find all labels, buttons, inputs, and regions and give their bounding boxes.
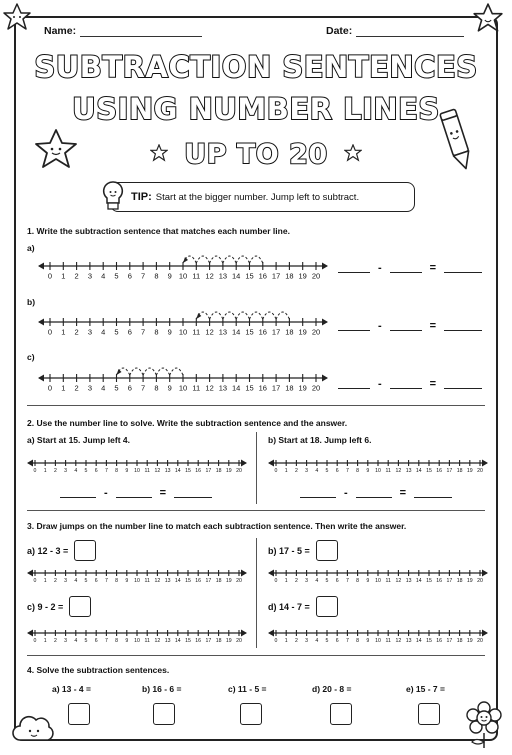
- tick-label: 3: [64, 638, 68, 645]
- answer-row-1a[interactable]: - =: [338, 262, 482, 274]
- question-1-heading: 1. Write the subtraction sentence that matches each number line.: [27, 226, 290, 236]
- left-arrow-icon: [27, 570, 33, 577]
- tick-label: 0: [274, 468, 278, 475]
- left-arrow-icon: [38, 375, 44, 382]
- tick-label: 11: [192, 271, 201, 281]
- answer-box[interactable]: [316, 596, 338, 617]
- tick-label: 7: [104, 578, 108, 585]
- tick-label: 6: [335, 468, 339, 475]
- tick-label: 20: [477, 468, 483, 475]
- cloud-icon: [12, 710, 56, 746]
- tick-label: 11: [144, 468, 150, 475]
- tick-label: 2: [294, 638, 298, 645]
- tick-label: 15: [245, 327, 254, 337]
- star-icon: [2, 2, 32, 32]
- tick-label: 6: [94, 638, 98, 645]
- answer-row-2b[interactable]: - =: [300, 487, 452, 499]
- tick-label: 5: [84, 468, 88, 475]
- tick-label: 1: [43, 638, 47, 645]
- tick-label: 19: [225, 578, 232, 585]
- tick-label: 9: [366, 638, 370, 645]
- tick-label: 6: [94, 578, 98, 585]
- tick-label: 1: [61, 271, 66, 281]
- tick-label: 20: [236, 578, 242, 585]
- tick-label: 3: [305, 638, 309, 645]
- tick-label: 0: [33, 578, 37, 585]
- tick-label: 13: [405, 578, 412, 585]
- tick-label: 14: [174, 468, 181, 475]
- tick-label: 12: [154, 578, 161, 585]
- tick-label: 10: [134, 468, 140, 475]
- number-line-2b: [268, 456, 488, 480]
- tick-label: 18: [456, 578, 463, 585]
- tick-label: 6: [94, 468, 98, 475]
- tick-label: 17: [205, 638, 212, 645]
- tick-label: 2: [53, 638, 57, 645]
- tick-label: 5: [114, 271, 119, 281]
- equation-4d: d) 20 - 8 =: [312, 684, 352, 694]
- tick-label: 9: [125, 638, 129, 645]
- tick-label: 2: [74, 271, 79, 281]
- tip-label: TIP:: [131, 191, 152, 203]
- tick-label: 19: [466, 468, 473, 475]
- tick-label: 1: [284, 638, 288, 645]
- left-arrow-icon: [268, 630, 274, 637]
- tick-label: 10: [375, 578, 381, 585]
- answer-box-4b[interactable]: [153, 703, 175, 725]
- answer-box[interactable]: [74, 540, 96, 561]
- left-arrow-icon: [268, 460, 274, 467]
- tick-label: 16: [258, 327, 267, 337]
- number-line-3d[interactable]: [268, 626, 488, 650]
- tick-label: 20: [477, 638, 483, 645]
- name-field[interactable]: [44, 25, 202, 37]
- tick-label: 20: [236, 638, 242, 645]
- tick-label: 1: [284, 468, 288, 475]
- tick-label: 18: [456, 638, 463, 645]
- tick-label: 3: [305, 468, 309, 475]
- tick-label: 14: [232, 383, 241, 393]
- item-1c-label: c): [27, 352, 35, 362]
- tick-label: 5: [114, 383, 119, 393]
- tick-label: 6: [335, 638, 339, 645]
- right-arrow-icon: [322, 263, 328, 270]
- equation-4b: b) 16 - 6 =: [142, 684, 182, 694]
- tick-label: 20: [311, 383, 321, 393]
- tick-label: 19: [298, 327, 307, 337]
- question-3-heading: 3. Draw jumps on the number line to match each subtraction sentence. Then write the answer.: [27, 521, 407, 531]
- tick-label: 10: [178, 271, 188, 281]
- tick-label: 0: [33, 638, 37, 645]
- small-star-icon: [344, 144, 362, 162]
- tick-label: 16: [195, 638, 202, 645]
- tick-label: 14: [415, 638, 422, 645]
- tick-label: 2: [294, 578, 298, 585]
- number-line-3a[interactable]: [27, 566, 247, 590]
- tick-label: 18: [215, 578, 222, 585]
- left-arrow-icon: [268, 570, 274, 577]
- tick-label: 4: [101, 383, 106, 393]
- tick-label: 20: [311, 271, 321, 281]
- tick-label: 1: [43, 578, 47, 585]
- equation-3d: d) 14 - 7 =: [268, 596, 338, 617]
- tick-label: 4: [74, 578, 78, 585]
- tick-label: 13: [218, 327, 228, 337]
- tick-label: 4: [74, 638, 78, 645]
- tick-label: 9: [167, 271, 172, 281]
- tick-label: 3: [305, 578, 309, 585]
- jump-arc: [250, 256, 263, 263]
- tick-label: 4: [74, 468, 78, 475]
- tick-label: 19: [225, 638, 232, 645]
- tick-label: 9: [167, 383, 172, 393]
- tick-label: 4: [101, 271, 106, 281]
- number-line-2a: [27, 456, 247, 480]
- tick-label: 16: [436, 578, 443, 585]
- tick-label: 6: [335, 578, 339, 585]
- tick-label: 13: [405, 638, 412, 645]
- tick-label: 6: [127, 327, 132, 337]
- tick-label: 18: [285, 327, 294, 337]
- tick-label: 18: [285, 383, 294, 393]
- tick-label: 2: [74, 383, 79, 393]
- star-icon: [472, 2, 504, 34]
- tick-label: 2: [53, 468, 57, 475]
- jump-arc: [223, 256, 236, 263]
- tick-label: 14: [174, 578, 181, 585]
- tick-label: 13: [164, 638, 171, 645]
- tick-label: 15: [426, 638, 432, 645]
- equation-4a: a) 13 - 4 =: [52, 684, 91, 694]
- tick-label: 5: [84, 578, 88, 585]
- tick-label: 9: [366, 578, 370, 585]
- title-line-3: UP TO 20: [184, 139, 328, 170]
- tick-label: 15: [426, 578, 432, 585]
- tick-label: 16: [258, 383, 267, 393]
- right-arrow-icon: [322, 319, 328, 326]
- tick-label: 18: [285, 271, 294, 281]
- tick-label: 8: [356, 578, 360, 585]
- tick-label: 11: [144, 578, 150, 585]
- tick-label: 10: [375, 638, 381, 645]
- tick-label: 18: [215, 468, 222, 475]
- tick-label: 14: [415, 578, 422, 585]
- jump-arc: [250, 312, 263, 319]
- equation-3b: b) 17 - 5 =: [268, 540, 338, 561]
- jump-arc: [236, 256, 249, 263]
- tick-label: 11: [144, 638, 150, 645]
- tick-label: 14: [232, 327, 241, 337]
- tick-label: 19: [298, 271, 307, 281]
- answer-box[interactable]: [69, 596, 91, 617]
- tick-label: 15: [185, 638, 191, 645]
- tick-label: 16: [195, 468, 202, 475]
- name-label: Name:: [44, 25, 77, 37]
- right-arrow-icon: [241, 630, 247, 637]
- item-1a-label: a): [27, 243, 35, 253]
- tick-label: 7: [345, 468, 349, 475]
- tick-label: 15: [245, 383, 254, 393]
- tick-label: 8: [356, 638, 360, 645]
- tick-label: 5: [325, 638, 329, 645]
- tick-label: 1: [61, 327, 66, 337]
- tick-label: 2: [74, 327, 79, 337]
- tick-label: 6: [127, 271, 132, 281]
- tick-label: 16: [436, 638, 443, 645]
- tick-label: 5: [325, 468, 329, 475]
- tick-label: 14: [415, 468, 422, 475]
- jump-arc: [196, 256, 209, 263]
- jump-arc: [210, 312, 223, 319]
- tick-label: 16: [258, 271, 267, 281]
- tick-label: 18: [215, 638, 222, 645]
- tick-label: 17: [205, 578, 212, 585]
- tick-label: 13: [218, 271, 228, 281]
- tick-label: 20: [477, 578, 483, 585]
- answer-row-2a[interactable]: - =: [60, 487, 212, 499]
- tick-label: 10: [178, 383, 188, 393]
- question-2-heading: 2. Use the number line to solve. Write the subtraction sentence and the answer.: [27, 418, 348, 428]
- tick-label: 6: [127, 383, 132, 393]
- tick-label: 7: [141, 383, 146, 393]
- tick-label: 13: [164, 578, 171, 585]
- jump-arrow-icon: [183, 257, 188, 263]
- tick-label: 0: [33, 468, 37, 475]
- right-arrow-icon: [482, 570, 488, 577]
- answer-box-4d[interactable]: [330, 703, 352, 725]
- tick-label: 5: [114, 327, 119, 337]
- tick-label: 17: [205, 468, 212, 475]
- tick-label: 7: [104, 468, 108, 475]
- number-line-1b: [38, 306, 328, 340]
- tick-label: 10: [134, 578, 140, 585]
- jump-arc: [263, 312, 276, 319]
- tick-label: 7: [141, 327, 146, 337]
- question-4-heading: 4. Solve the subtraction sentences.: [27, 665, 170, 675]
- tick-label: 0: [47, 327, 53, 337]
- tick-label: 17: [271, 271, 281, 281]
- tick-label: 19: [225, 468, 232, 475]
- jump-arc: [170, 368, 183, 375]
- tick-label: 4: [315, 578, 319, 585]
- right-arrow-icon: [482, 460, 488, 467]
- tick-label: 10: [375, 468, 381, 475]
- tick-label: 10: [134, 638, 140, 645]
- tick-label: 15: [185, 468, 191, 475]
- tick-label: 12: [154, 468, 161, 475]
- date-label: Date:: [326, 25, 353, 37]
- tick-label: 7: [104, 638, 108, 645]
- right-arrow-icon: [482, 630, 488, 637]
- tick-label: 20: [311, 327, 321, 337]
- tick-label: 13: [405, 468, 412, 475]
- tick-label: 8: [356, 468, 360, 475]
- tick-label: 8: [115, 638, 119, 645]
- number-line-1c: [38, 362, 328, 396]
- number-line-1a: [38, 252, 328, 286]
- section-divider: [27, 405, 485, 406]
- answer-box-4e[interactable]: [418, 703, 440, 725]
- tick-label: 13: [218, 383, 228, 393]
- tick-label: 11: [385, 638, 391, 645]
- tick-label: 10: [178, 327, 188, 337]
- tick-label: 3: [87, 271, 92, 281]
- tick-label: 8: [154, 383, 159, 393]
- column-divider: [256, 432, 257, 504]
- tick-label: 3: [64, 468, 68, 475]
- tick-label: 11: [385, 468, 391, 475]
- tick-label: 1: [43, 468, 47, 475]
- tick-label: 0: [47, 383, 53, 393]
- tick-label: 17: [271, 327, 281, 337]
- jump-arrow-icon: [117, 369, 122, 375]
- tick-label: 9: [125, 468, 129, 475]
- answer-box-4c[interactable]: [240, 703, 262, 725]
- section-divider: [27, 655, 485, 656]
- tick-label: 15: [426, 468, 432, 475]
- number-line-3c[interactable]: [27, 626, 247, 650]
- tick-label: 17: [446, 578, 453, 585]
- tick-label: 8: [154, 271, 159, 281]
- tip-text: Start at the bigger number. Jump left to subtract.: [155, 191, 360, 203]
- tick-label: 2: [294, 468, 298, 475]
- tick-label: 4: [315, 638, 319, 645]
- tick-label: 18: [456, 468, 463, 475]
- tick-label: 9: [125, 578, 129, 585]
- equation-3c: c) 9 - 2 =: [27, 596, 91, 617]
- tick-label: 16: [436, 468, 443, 475]
- tick-label: 20: [236, 468, 242, 475]
- equation-4c: c) 11 - 5 =: [228, 684, 267, 694]
- tick-label: 19: [466, 578, 473, 585]
- tick-label: 0: [274, 578, 278, 585]
- item-2b-label: b) Start at 18. Jump left 6.: [268, 435, 372, 445]
- answer-box-4a[interactable]: [68, 703, 90, 725]
- tick-label: 12: [395, 468, 402, 475]
- jump-arrow-icon: [196, 313, 201, 319]
- tick-label: 11: [192, 327, 201, 337]
- tick-label: 3: [87, 383, 92, 393]
- left-arrow-icon: [27, 460, 33, 467]
- tick-label: 15: [185, 578, 191, 585]
- jump-arc: [156, 368, 169, 375]
- tick-label: 1: [284, 578, 288, 585]
- title-line-1: SUBTRACTION SENTENCES: [34, 50, 478, 84]
- tick-label: 14: [232, 271, 241, 281]
- tick-label: 15: [245, 271, 254, 281]
- tick-label: 17: [271, 383, 281, 393]
- tick-label: 19: [466, 638, 473, 645]
- tick-label: 8: [115, 468, 119, 475]
- tick-label: 13: [164, 468, 171, 475]
- equation-4e: e) 15 - 7 =: [406, 684, 445, 694]
- answer-row-1c[interactable]: - =: [338, 378, 482, 390]
- tick-label: 5: [325, 578, 329, 585]
- tick-label: 12: [205, 271, 214, 281]
- column-divider: [256, 538, 257, 648]
- tick-label: 7: [345, 638, 349, 645]
- right-arrow-icon: [322, 375, 328, 382]
- flower-icon: [464, 700, 504, 750]
- tick-label: 9: [366, 468, 370, 475]
- answer-box[interactable]: [316, 540, 338, 561]
- title-line-2: USING NUMBER LINES: [72, 92, 440, 126]
- left-arrow-icon: [38, 263, 44, 270]
- tick-label: 17: [446, 468, 453, 475]
- tick-label: 17: [446, 638, 453, 645]
- tick-label: 7: [345, 578, 349, 585]
- left-arrow-icon: [38, 319, 44, 326]
- item-1b-label: b): [27, 297, 36, 307]
- answer-row-1b[interactable]: - =: [338, 320, 482, 332]
- tick-label: 8: [115, 578, 119, 585]
- item-2a-label: a) Start at 15. Jump left 4.: [27, 435, 130, 445]
- lightbulb-icon: [100, 176, 126, 216]
- tick-label: 19: [298, 383, 307, 393]
- pencil-icon: [436, 108, 478, 174]
- jump-arc: [276, 312, 289, 319]
- date-field[interactable]: [326, 25, 464, 37]
- tick-label: 11: [192, 383, 201, 393]
- tick-label: 0: [47, 271, 53, 281]
- tick-label: 8: [154, 327, 159, 337]
- section-divider: [27, 510, 485, 511]
- jump-arc: [223, 312, 236, 319]
- tick-label: 4: [315, 468, 319, 475]
- tick-label: 16: [195, 578, 202, 585]
- tick-label: 12: [395, 578, 402, 585]
- tick-label: 14: [174, 638, 181, 645]
- number-line-3b[interactable]: [268, 566, 488, 590]
- jump-arc: [143, 368, 156, 375]
- left-arrow-icon: [27, 630, 33, 637]
- small-star-icon: [150, 144, 168, 162]
- tick-label: 11: [385, 578, 391, 585]
- jump-arc: [236, 312, 249, 319]
- right-arrow-icon: [241, 570, 247, 577]
- tick-label: 0: [274, 638, 278, 645]
- tick-label: 12: [205, 327, 214, 337]
- smiling-star-icon: [34, 128, 78, 170]
- jump-arc: [130, 368, 143, 375]
- tick-label: 7: [141, 271, 146, 281]
- tick-label: 12: [395, 638, 402, 645]
- tick-label: 2: [53, 578, 57, 585]
- tick-label: 3: [87, 327, 92, 337]
- tick-label: 12: [205, 383, 214, 393]
- jump-arc: [210, 256, 223, 263]
- tick-label: 1: [61, 383, 66, 393]
- equation-3a: a) 12 - 3 =: [27, 540, 96, 561]
- right-arrow-icon: [241, 460, 247, 467]
- tip-box: [110, 182, 415, 212]
- tick-label: 3: [64, 578, 68, 585]
- tick-label: 4: [101, 327, 106, 337]
- tick-label: 9: [167, 327, 172, 337]
- tick-label: 5: [84, 638, 88, 645]
- tick-label: 12: [154, 638, 161, 645]
